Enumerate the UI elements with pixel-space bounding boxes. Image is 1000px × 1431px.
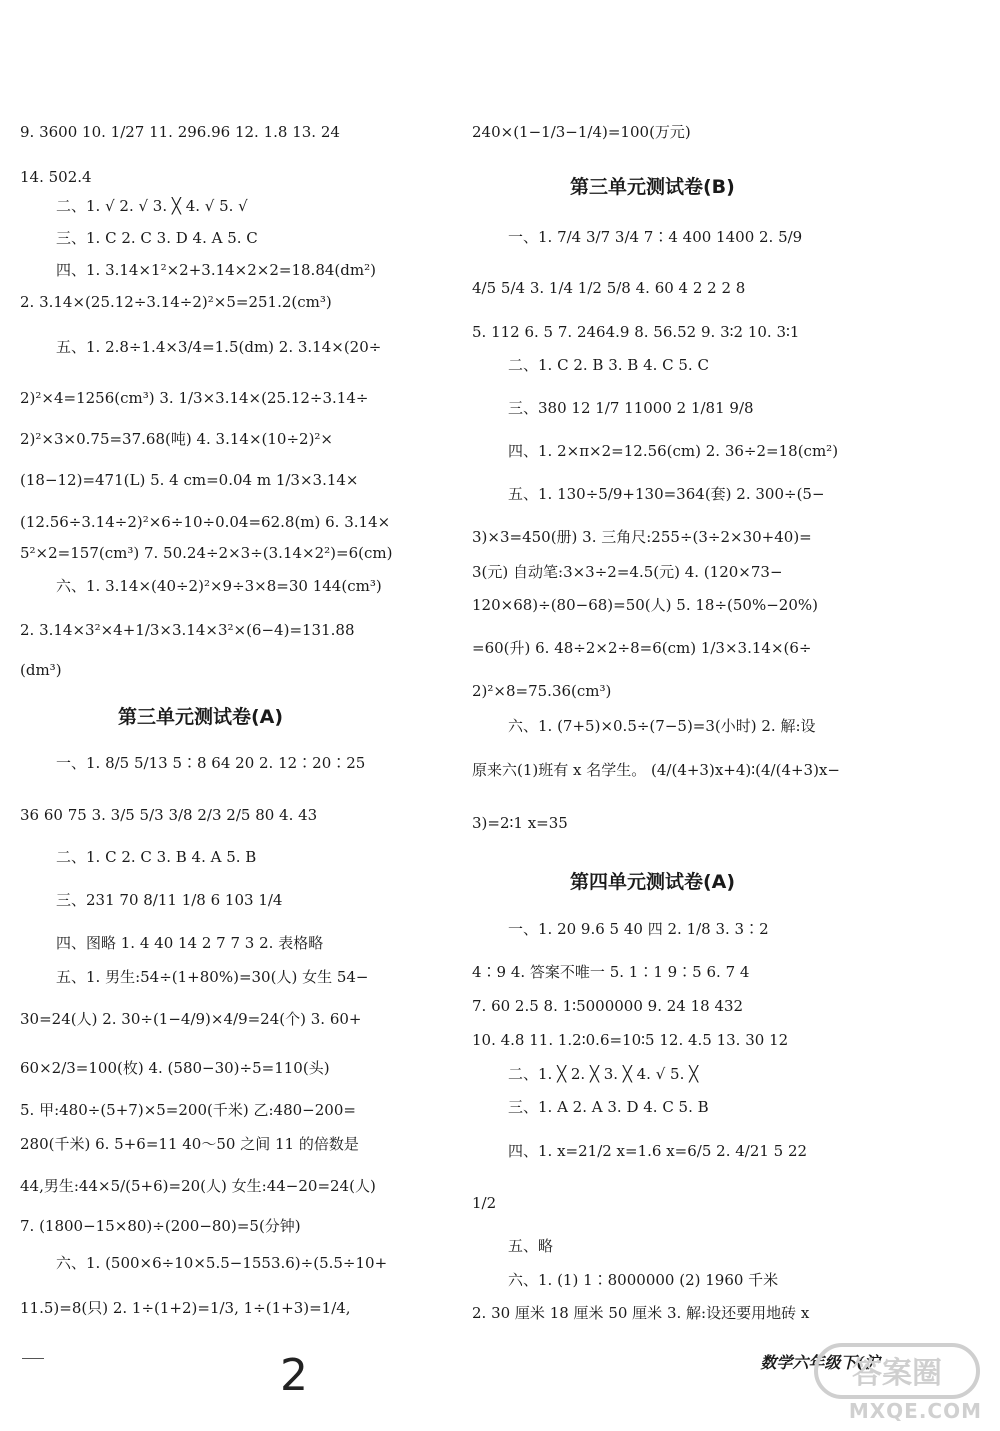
- answer-line: 四、1. 2×π×2=12.56(cm) 2. 36÷2=18(cm²): [508, 442, 839, 460]
- answer-line: (12.56÷3.14÷2)²×6÷10÷0.04=62.8(m) 6. 3.14×: [20, 513, 391, 531]
- answer-line: 四、1. x=21/2 x=1.6 x=6/5 2. 4/21 5 22: [508, 1142, 808, 1160]
- section-heading: 第四单元测试卷(A): [570, 871, 736, 893]
- answer-line: (18−12)=471(L) 5. 4 cm=0.04 m 1/3×3.14×: [20, 471, 359, 489]
- answer-line: 五、1. 男生:54÷(1+80%)=30(人) 女生 54−: [56, 968, 369, 986]
- answer-line: 280(千米) 6. 5+6=11 40～50 之间 11 的倍数是: [20, 1135, 359, 1153]
- answer-line: 36 60 75 3. 3/5 5/3 3/8 2/3 2/5 80 4. 43: [20, 806, 318, 824]
- answer-line: 44,男生:44×5/(5+6)=20(人) 女生:44−20=24(人): [20, 1177, 376, 1195]
- watermark-url: MXQE.COM: [848, 1399, 982, 1423]
- answer-line: 10. 4.8 11. 1.2∶0.6=10∶5 12. 4.5 13. 30 12: [472, 1031, 789, 1049]
- answer-line: 2. 30 厘米 18 厘米 50 厘米 3. 解:设还要用地砖 x: [472, 1304, 810, 1322]
- answer-line: 7. 60 2.5 8. 1∶5000000 9. 24 18 432: [472, 997, 744, 1015]
- answer-line: 5. 甲:480÷(5+7)×5=200(千米) 乙:480−200=: [20, 1101, 356, 1119]
- answer-line: 五、1. 2.8÷1.4×3/4=1.5(dm) 2. 3.14×(20÷: [56, 338, 382, 356]
- answer-line: 二、1. C 2. C 3. B 4. A 5. B: [56, 848, 257, 866]
- answer-line: 2)²×8=75.36(cm³): [472, 682, 612, 700]
- answer-line: 2. 3.14×(25.12÷3.14÷2)²×5=251.2(cm³): [20, 293, 332, 311]
- answer-line: 原来六(1)班有 x 名学生。 (4/(4+3)x+4)∶(4/(4+3)x−: [472, 761, 840, 779]
- answer-line: 六、1. (1) 1∶8000000 (2) 1960 千米: [508, 1271, 779, 1289]
- answer-line: 7. (1800−15×80)÷(200−80)=5(分钟): [20, 1217, 301, 1235]
- answer-line: 2)²×3×0.75=37.68(吨) 4. 3.14×(10÷2)²×: [20, 430, 334, 448]
- answer-line: 9. 3600 10. 1/27 11. 296.96 12. 1.8 13. 24: [20, 123, 340, 141]
- answer-line: 一、1. 20 9.6 5 40 四 2. 1/8 3. 3∶2: [508, 920, 769, 938]
- footer-book-title: 数学六年级下(沪: [760, 1353, 880, 1372]
- answer-line: 3)=2∶1 x=35: [472, 814, 568, 832]
- answer-line: (dm³): [20, 661, 62, 679]
- answer-line: 一、1. 8/5 5/13 5∶8 64 20 2. 12∶20∶25: [56, 754, 366, 772]
- answer-line: 四、图略 1. 4 40 14 2 7 7 3 2. 表格略: [56, 934, 324, 952]
- answer-line: 三、231 70 8/11 1/8 6 103 1/4: [56, 891, 283, 909]
- answer-line: 三、380 12 1/7 11000 2 1/81 9/8: [508, 399, 754, 417]
- answer-line: 一、1. 7/4 3/7 3/4 7∶4 400 1400 2. 5/9: [508, 228, 803, 246]
- answer-line: 2. 3.14×3²×4+1/3×3.14×3²×(6−4)=131.88: [20, 621, 355, 639]
- answer-line: 五、1. 130÷5/9+130=364(套) 2. 300÷(5−: [508, 485, 825, 503]
- answer-line: 60×2/3=100(枚) 4. (580−30)÷5=110(头): [20, 1059, 330, 1077]
- answer-line: 4/5 5/4 3. 1/4 1/2 5/8 4. 60 4 2 2 2 8: [472, 279, 746, 297]
- answer-line: 2)²×4=1256(cm³) 3. 1/3×3.14×(25.12÷3.14÷: [20, 389, 369, 407]
- answer-line: 3(元) 自动笔:3×3÷2=4.5(元) 4. (120×73−: [472, 563, 783, 581]
- answer-line: 五、略: [508, 1237, 554, 1255]
- answer-line: 3)×3=450(册) 3. 三角尺:255÷(3÷2×30+40)=: [472, 528, 812, 546]
- answer-line: 六、1. (500×6÷10×5.5−1553.6)÷(5.5÷10+: [56, 1254, 388, 1272]
- answer-line: 二、1. √ 2. √ 3. ╳ 4. √ 5. √: [56, 197, 248, 215]
- answer-line: 14. 502.4: [20, 168, 92, 186]
- answer-line: 120×68)÷(80−68)=50(人) 5. 18÷(50%−20%): [472, 596, 818, 614]
- answer-line: 30=24(人) 2. 30÷(1−4/9)×4/9=24(个) 3. 60+: [20, 1010, 362, 1028]
- answer-line: 四、1. 3.14×1²×2+3.14×2×2=18.84(dm²): [56, 261, 376, 279]
- answer-line: =60(升) 6. 48÷2×2÷8=6(cm) 1/3×3.14×(6÷: [472, 639, 812, 657]
- answer-line: 六、1. (7+5)×0.5÷(7−5)=3(小时) 2. 解:设: [508, 717, 816, 735]
- answer-line: 5²×2=157(cm³) 7. 50.24÷2×3÷(3.14×2²)=6(cm): [20, 544, 393, 562]
- answer-line: 4∶9 4. 答案不唯一 5. 1∶1 9∶5 6. 7 4: [472, 963, 750, 981]
- answer-line: 三、1. C 2. C 3. D 4. A 5. C: [56, 229, 258, 247]
- handwritten-page-number: 2: [280, 1350, 308, 1401]
- page-dash: [22, 1358, 44, 1359]
- answer-line: 5. 112 6. 5 7. 2464.9 8. 56.52 9. 3∶2 10. 3∶1: [472, 323, 800, 341]
- answer-line: 240×(1−1/3−1/4)=100(万元): [472, 123, 691, 141]
- section-heading: 第三单元测试卷(B): [570, 176, 735, 198]
- answer-line: 11.5)=8(只) 2. 1÷(1+2)=1/3, 1÷(1+3)=1/4,: [20, 1299, 351, 1317]
- watermark-text: 答案圈: [852, 1356, 942, 1391]
- answer-line: 三、1. A 2. A 3. D 4. C 5. B: [508, 1098, 709, 1116]
- answer-line: 1/2: [472, 1194, 497, 1212]
- answer-line: 二、1. C 2. B 3. B 4. C 5. C: [508, 356, 709, 374]
- section-heading: 第三单元测试卷(A): [118, 706, 284, 728]
- answer-line: 六、1. 3.14×(40÷2)²×9÷3×8=30 144(cm³): [56, 577, 382, 595]
- answer-line: 二、1. ╳ 2. ╳ 3. ╳ 4. √ 5. ╳: [508, 1065, 699, 1083]
